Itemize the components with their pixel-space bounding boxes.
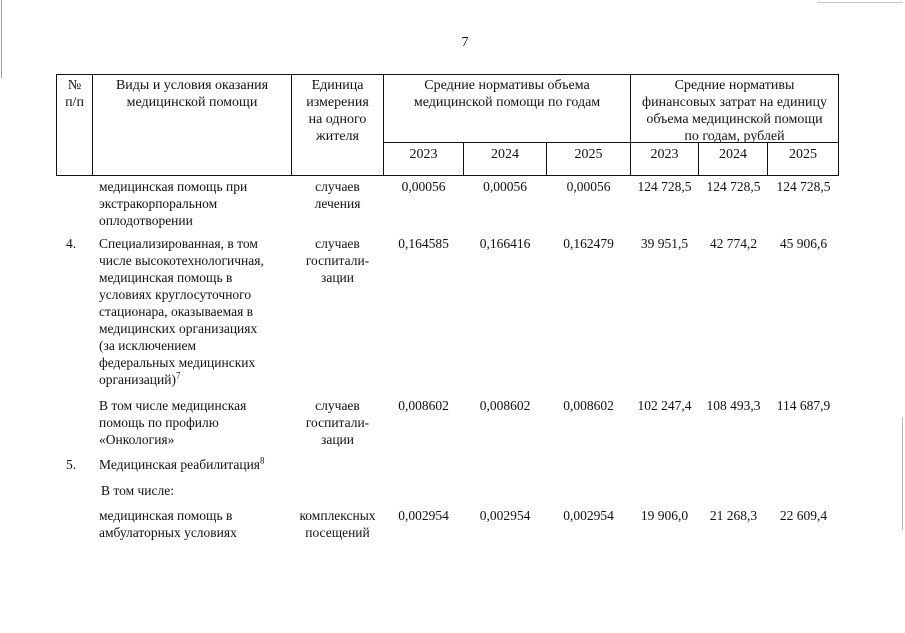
row-name-line [99, 337, 196, 354]
volume-value: 0,00056 [401, 179, 446, 194]
header-col-kind-line: медицинской помощи [126, 95, 258, 110]
row-number: 4. [66, 236, 77, 251]
header-col-kind-line: Виды и условия оказания [115, 78, 269, 93]
row-name-text: Специализированная, в том [99, 236, 258, 251]
volume-value: 0,00056 [483, 179, 527, 194]
row-name-line [99, 178, 247, 195]
header-bottom-border [56, 175, 839, 176]
row-name-line [99, 456, 265, 473]
row-name-line [99, 286, 251, 303]
header-group-cost-line: по годам, рублей [684, 129, 785, 144]
cost-value: 124 728,5 [637, 179, 692, 194]
cost-value: 102 247,4 [637, 398, 692, 413]
row-unit-line: комплексных [299, 508, 376, 523]
footnote-marker: 7 [175, 370, 181, 381]
header-col-unit-line: Единица [311, 78, 364, 93]
cost-value: 114 687,9 [776, 398, 831, 413]
row-name-text: федеральных медицинских [99, 355, 256, 370]
table-header [56, 74, 839, 176]
row-name-text: амбулаторных условиях [99, 525, 237, 540]
row-name-text: В том числе медицинская [99, 398, 247, 413]
row-name-line [99, 414, 219, 431]
row-name-text: медицинских организациях [99, 321, 258, 336]
row-unit-line: случаев [315, 236, 360, 251]
row-name-text: медицинская помощь в [99, 508, 233, 523]
header-col-unit-line: измерения [306, 95, 369, 110]
cost-value: 21 268,3 [709, 508, 758, 523]
header-year: 2024 [491, 147, 519, 162]
header-line-right [838, 74, 839, 176]
cost-value: 39 951,5 [640, 236, 689, 251]
row-unit-line: госпитали- [305, 415, 370, 430]
cost-value: 124 728,5 [776, 179, 831, 194]
scan-edge-left [1, 0, 2, 78]
scan-edge-top [817, 2, 903, 3]
header-group-cost-line: Средние нормативы [674, 78, 795, 93]
header-top-border [56, 74, 839, 75]
cost-value: 108 493,3 [706, 398, 761, 413]
scan-edge-right [902, 418, 903, 530]
volume-value: 0,008602 [398, 398, 449, 413]
row-name-line [99, 320, 257, 337]
row-unit-line: случаев [315, 398, 360, 413]
row-number: 5. [66, 457, 77, 472]
header-group-cost-line: финансовых затрат на единицу [642, 95, 827, 110]
row-name-text: условиях круглосуточного [99, 287, 252, 302]
row-name-line [99, 354, 255, 371]
header-col-unit-line: жителя [316, 129, 359, 144]
row-name-line [99, 212, 193, 229]
volume-value: 0,008602 [479, 398, 531, 413]
header-col-kind [93, 77, 291, 111]
header-col-unit [292, 77, 383, 145]
row-unit-line: госпитали- [305, 253, 370, 268]
cost-value: 124 728,5 [706, 179, 761, 194]
row-name-text: «Онкология» [99, 432, 175, 447]
row-unit-line: зации [321, 270, 354, 285]
header-col-unit-line: на одного [308, 112, 367, 127]
row-name-line [99, 252, 264, 269]
page-number: 7 [461, 35, 469, 50]
header-col-number-line: п/п [65, 95, 84, 110]
volume-value: 0,162479 [563, 236, 614, 251]
row-name-line [99, 371, 180, 388]
volume-value: 0,166416 [479, 236, 531, 251]
header-group-volume-line: медицинской помощи по годам [413, 95, 601, 110]
row-name-line [101, 482, 174, 499]
volume-value: 0,00056 [566, 179, 611, 194]
cost-value: 19 906,0 [640, 508, 689, 523]
volume-value: 0,002954 [563, 508, 614, 523]
volume-value: 0,008602 [563, 398, 614, 413]
row-name-line [99, 235, 258, 252]
row-unit-line: лечения [314, 196, 361, 211]
row-name-text: помощь по профилю [99, 415, 219, 430]
row-name-text: стационара, оказываемая в [99, 304, 254, 319]
row-name-text: числе высокотехнологичная, [99, 253, 264, 268]
row-name-line [99, 431, 174, 448]
row-name-line [99, 269, 232, 286]
header-year: 2024 [719, 147, 747, 162]
row-name-line [99, 397, 246, 414]
row-name-line [99, 524, 237, 541]
row-name-line [99, 195, 217, 212]
volume-value: 0,164585 [398, 236, 449, 251]
cost-value: 22 609,4 [779, 508, 828, 523]
header-group-volume [384, 77, 630, 111]
cost-value: 45 906,6 [779, 236, 828, 251]
row-name-text: оплодотворении [99, 213, 193, 228]
row-name-line [99, 303, 253, 320]
header-year: 2023 [650, 147, 679, 162]
row-name-text: медицинская помощь при [99, 179, 248, 194]
header-group-cost [631, 77, 838, 145]
header-group-cost-line: объема медицинской помощи [646, 112, 823, 127]
header-year: 2025 [789, 147, 817, 162]
header-group-volume-line: Средние нормативы объема [424, 78, 590, 93]
row-unit-line: зации [321, 432, 354, 447]
row-name-text: Медицинская реабилитация [99, 457, 260, 472]
volume-value: 0,002954 [479, 508, 531, 523]
row-name-line [99, 507, 232, 524]
row-name-text: (за исключением [99, 338, 197, 353]
row-name-text: В том числе: [101, 483, 174, 498]
header-year: 2025 [574, 147, 603, 162]
volume-value: 0,002954 [398, 508, 449, 523]
header-col-number-line: № [67, 78, 82, 93]
row-unit-line: случаев [315, 179, 360, 194]
row-name-text: организаций) [99, 372, 176, 387]
row-unit-line: посещений [305, 525, 370, 540]
cost-value: 42 774,2 [709, 236, 758, 251]
row-name-text: медицинская помощь в [99, 270, 233, 285]
row-name-text: экстракорпоральном [99, 196, 218, 211]
footnote-marker: 8 [260, 455, 265, 466]
header-year: 2023 [409, 147, 438, 162]
header-col-number [57, 77, 92, 111]
